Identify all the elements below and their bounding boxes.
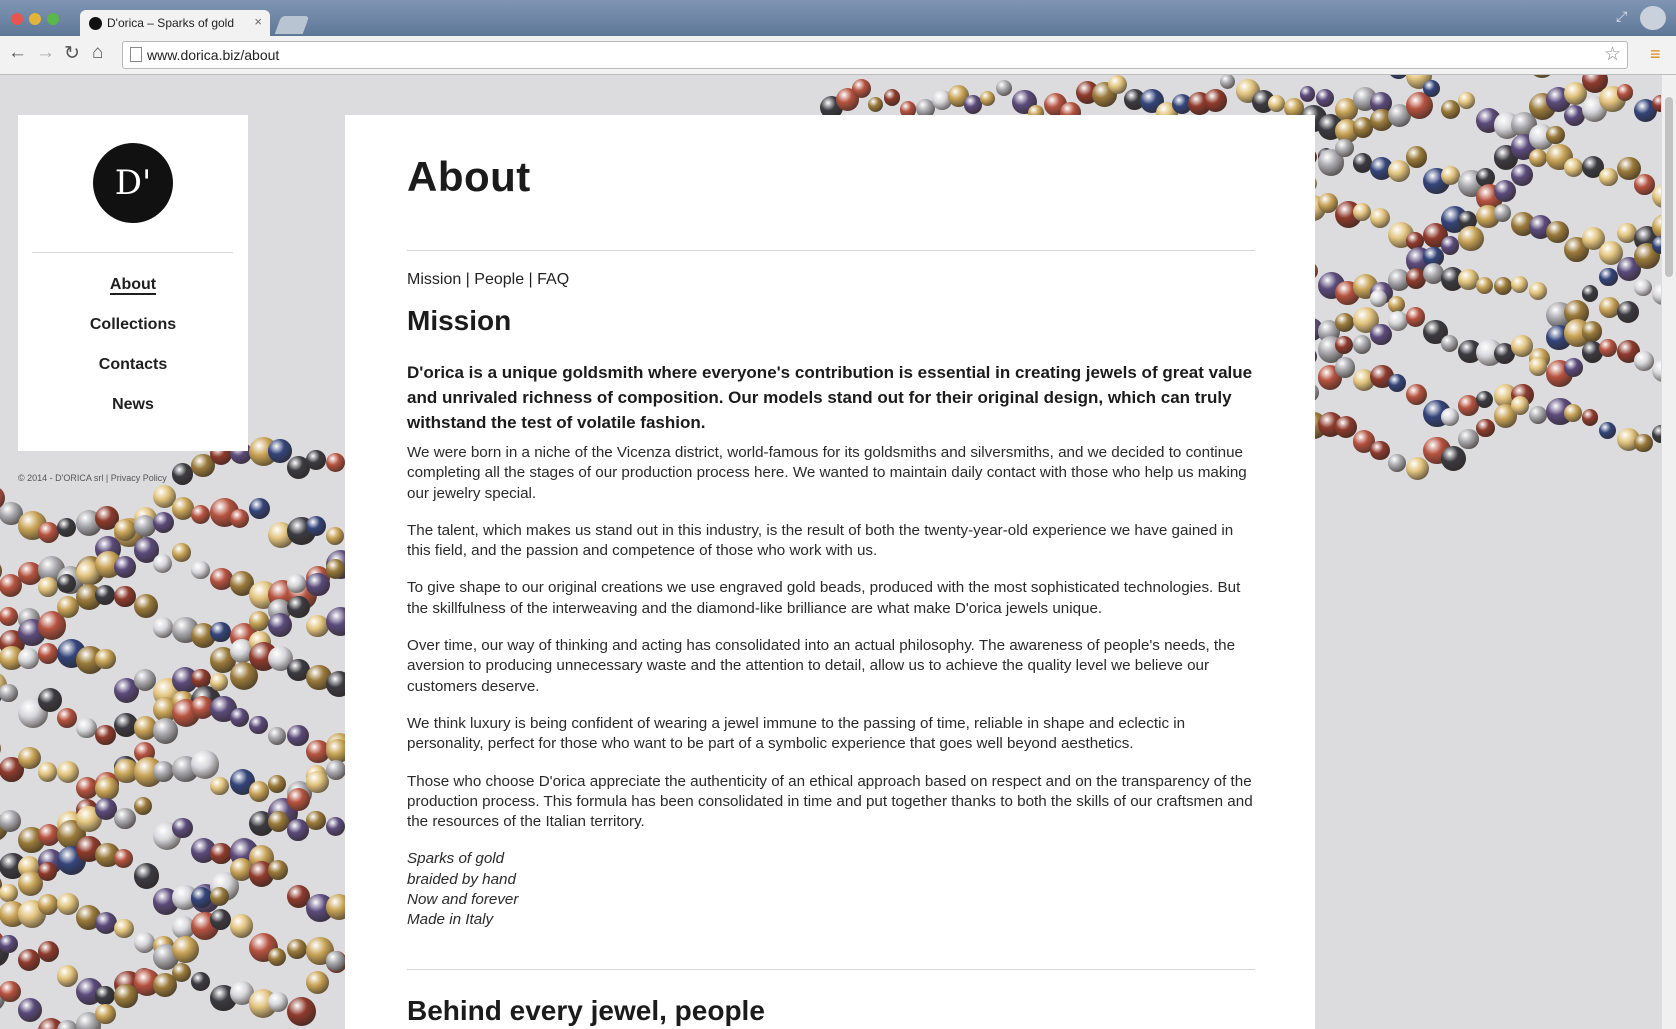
bead-decoration <box>57 518 76 537</box>
bead-decoration <box>1388 454 1406 472</box>
body-paragraph: We were born in a niche of the Vicenza district, world-famous for its goldsmiths and silversmiths, and we decided to continue completing all the stages of our production process here. We wanted to maintain daily contact with those who help us making our jewelry special. <box>407 444 1247 502</box>
web-page <box>0 75 1676 1029</box>
window-minimize-button[interactable] <box>29 13 41 25</box>
bead-decoration <box>38 688 62 712</box>
bead-decoration <box>268 811 289 832</box>
bead-decoration <box>1300 86 1315 101</box>
bead-decoration <box>1582 321 1603 342</box>
tab-favicon-icon <box>89 17 102 30</box>
poem <box>407 849 1255 930</box>
bead-decoration <box>1529 282 1547 300</box>
bead-decoration <box>287 596 310 619</box>
bead-decoration <box>249 611 269 631</box>
bead-decoration <box>0 738 1 759</box>
bead-decoration <box>134 797 152 815</box>
body-paragraph: The talent, which makes us stand out in this industry, is the result of both the twenty-year-old experience we have gained in this field, and the passion and competence of those who work with us. <box>407 521 1234 560</box>
body-paragraph: Those who choose D'orica appreciate the authenticity of an ethical approach based on respect and on the transparency of the production process. This formula has been consolidated in time and put together thanks to both the skills of our craftsmen and the resources of the Italian territory. <box>407 772 1253 831</box>
bead-decoration <box>1353 153 1373 173</box>
bead-decoration <box>1423 80 1440 97</box>
bead-decoration <box>1353 203 1371 221</box>
bead-decoration <box>268 727 286 745</box>
bead-decoration <box>1494 180 1517 203</box>
bead-decoration <box>57 574 76 593</box>
footer-separator: | <box>103 473 111 483</box>
bead-decoration <box>306 811 325 830</box>
bead-decoration <box>1511 164 1533 186</box>
poem-line: braided by hand <box>407 870 516 888</box>
bead-decoration <box>1441 236 1459 254</box>
poem-line: Made in Italy <box>407 911 494 929</box>
content-panel <box>345 115 1315 1029</box>
browser-menu-icon[interactable]: ≡ <box>1650 44 1661 64</box>
section-subnav <box>407 271 569 289</box>
bead-decoration <box>1511 276 1528 293</box>
bead-decoration <box>1582 285 1599 302</box>
bead-decoration <box>153 554 172 573</box>
bead-decoration <box>38 522 59 543</box>
bead-decoration <box>1599 268 1618 287</box>
bead-decoration <box>1529 357 1547 375</box>
bead-decoration <box>210 622 230 642</box>
bead-decoration <box>980 91 995 106</box>
bead-decoration <box>134 669 156 691</box>
bead-decoration <box>172 936 199 963</box>
bead-decoration <box>1476 277 1493 294</box>
sidebar <box>18 115 248 451</box>
subnav-separator: | <box>524 271 538 288</box>
bead-decoration <box>306 573 329 596</box>
bead-decoration <box>1388 374 1406 392</box>
bead-decoration <box>134 863 160 889</box>
bead-decoration <box>172 818 193 839</box>
nav-item-news[interactable] <box>18 393 248 433</box>
browser-titlebar <box>0 0 1676 36</box>
bead-decoration <box>230 509 250 529</box>
bead-decoration <box>76 718 97 739</box>
privacy-policy-link[interactable]: Privacy Policy <box>110 473 167 483</box>
bead-decoration <box>1406 146 1428 168</box>
url-text[interactable]: www.dorica.biz/about <box>147 47 280 63</box>
bead-decoration <box>1441 408 1459 426</box>
subnav-link-people[interactable]: People <box>474 271 525 288</box>
page-icon <box>130 47 142 62</box>
bead-decoration <box>1335 336 1353 354</box>
bead-decoration <box>1564 358 1583 377</box>
bead-decoration <box>191 750 219 778</box>
bead-decoration <box>0 684 18 703</box>
poem-line: Sparks of gold <box>407 850 505 868</box>
body-paragraph: Over time, our way of thinking and acting has consolidated into an actual philosophy. The awareness of people's needs, the aversion to producing unnecessary waste and the attention to detail, allow us to achieve the quality level we believe our customers deserve. <box>407 637 1236 695</box>
bead-decoration <box>95 986 115 1006</box>
bead-decoration <box>287 939 307 959</box>
bead-decoration <box>1268 95 1285 112</box>
bead-decoration <box>1370 324 1391 345</box>
tab-title: D'orica – Sparks of gold <box>107 16 235 30</box>
bead-decoration <box>1529 149 1547 167</box>
bead-decoration <box>1599 168 1617 186</box>
bead-decoration <box>1406 307 1426 327</box>
browser-tab[interactable] <box>80 10 270 36</box>
profile-avatar-icon[interactable] <box>1640 6 1666 30</box>
bead-decoration <box>1529 406 1547 424</box>
bead-decoration <box>268 775 286 793</box>
window-maximize-button[interactable] <box>47 13 59 25</box>
bead-decoration <box>134 594 158 618</box>
address-bar[interactable] <box>122 41 1628 69</box>
bead-decoration <box>852 79 871 98</box>
bead-decoration <box>114 556 136 578</box>
bead-decoration <box>57 708 77 728</box>
mission-body <box>407 443 1255 931</box>
bead-decoration <box>1370 208 1390 228</box>
bead-decoration <box>191 505 210 524</box>
fullscreen-icon[interactable]: ⤢ <box>1616 8 1628 24</box>
bead-decoration <box>268 860 288 880</box>
home-icon[interactable]: ⌂ <box>92 42 104 63</box>
bookmark-star-icon[interactable]: ☆ <box>1603 44 1621 65</box>
footer-note <box>18 473 167 483</box>
reload-icon[interactable]: ↻ <box>64 43 80 64</box>
bead-decoration <box>326 760 346 780</box>
bead-decoration <box>1494 204 1512 222</box>
bead-decoration <box>191 972 210 991</box>
mission-lead: D'orica is a unique goldsmith where everyone's contribution is essential in creating jewels of great value and unrivaled richness of composition. Our models stand out for their original design, which can truly withstand the test of volatile fashion. <box>407 363 1253 432</box>
bead-decoration <box>114 919 133 938</box>
bead-decoration <box>1335 357 1355 377</box>
bead-decoration <box>1511 396 1529 414</box>
bead-decoration <box>1441 166 1460 185</box>
poem-line: Now and forever <box>407 891 519 909</box>
bead-decoration <box>0 981 21 1002</box>
bead-decoration <box>1458 92 1475 109</box>
bead-decoration <box>134 932 155 953</box>
nav-item-label: About <box>109 276 157 293</box>
bead-decoration <box>1441 335 1458 352</box>
nav-item-about[interactable] <box>18 273 248 313</box>
bead-decoration <box>114 808 136 830</box>
bead-decoration <box>153 761 174 782</box>
bead-decoration <box>1582 409 1599 426</box>
bead-decoration <box>210 673 228 691</box>
bead-decoration <box>306 771 328 793</box>
bead-decoration <box>95 585 115 605</box>
bead-decoration <box>1599 422 1616 439</box>
people-heading: Behind every jewel, people <box>407 995 765 1026</box>
dorica-logo[interactable]: D' <box>93 143 173 223</box>
bead-decoration <box>287 574 305 592</box>
body-paragraph: We think luxury is being confident of wearing a jewel immune to the passing of time, reliable in shape and eclectic in personality, perfect for those who want to be part of a symbolic experience that goes well beyond aesthetics. <box>407 714 1186 753</box>
bead-decoration <box>95 649 116 670</box>
bead-decoration <box>210 909 231 930</box>
bead-decoration <box>1370 290 1387 307</box>
bead-decoration <box>0 810 21 832</box>
bead-decoration <box>249 498 270 519</box>
bead-decoration <box>1316 89 1334 107</box>
title-divider <box>407 250 1255 251</box>
bead-decoration <box>153 718 178 743</box>
sidebar-divider <box>32 252 233 253</box>
copyright-text: © 2014 - D'ORICA srl <box>18 473 104 483</box>
bead-decoration <box>1441 100 1460 119</box>
bead-decoration <box>172 543 191 562</box>
bead-decoration <box>95 1004 116 1025</box>
sidebar-nav <box>18 273 248 433</box>
scrollbar-thumb[interactable] <box>1665 97 1673 277</box>
nav-item-label: Collections <box>89 316 177 333</box>
bead-decoration <box>1353 335 1372 354</box>
bead-decoration <box>38 762 58 782</box>
nav-item-label: Contacts <box>98 356 168 373</box>
bead-decoration <box>268 948 286 966</box>
bead-decoration <box>0 607 18 626</box>
window-close-button[interactable] <box>11 13 23 25</box>
bead-decoration <box>326 453 345 472</box>
bead-decoration <box>249 716 268 735</box>
bead-decoration <box>210 777 228 795</box>
bead-decoration <box>1617 301 1639 323</box>
bead-decoration <box>114 849 133 868</box>
subnav-link-faq[interactable]: FAQ <box>537 271 570 288</box>
bead-decoration <box>249 781 269 801</box>
bead-decoration <box>1617 84 1634 101</box>
bead-decoration <box>57 965 79 987</box>
bead-decoration <box>268 992 288 1012</box>
bead-decoration <box>1204 89 1227 112</box>
browser-toolbar <box>0 36 1676 75</box>
bead-decoration <box>1599 339 1617 357</box>
mission-heading: Mission <box>407 305 512 336</box>
page-title: About <box>407 153 531 200</box>
bead-decoration <box>57 893 79 915</box>
bead-decoration <box>172 963 191 982</box>
new-tab-button[interactable] <box>275 16 310 34</box>
bead-decoration <box>1476 419 1495 438</box>
body-paragraph: To give shape to our original creations we use engraved gold beads, produced with the most sophisticated technologies. But the skillfulness of the interweaving and the diamond-like brilliance are what make D'orica jewels unique. <box>407 579 1241 617</box>
bead-decoration <box>1458 226 1483 251</box>
bead-decoration <box>18 998 42 1022</box>
bead-decoration <box>38 894 58 914</box>
bead-decoration <box>1406 457 1429 480</box>
bead-decoration <box>230 708 249 727</box>
bead-decoration <box>287 819 308 840</box>
bead-decoration <box>1564 158 1583 177</box>
bead-decoration <box>191 561 209 579</box>
bead-decoration <box>38 643 59 664</box>
bead-decoration <box>326 527 344 545</box>
bead-decoration <box>153 512 174 533</box>
bead-decoration <box>1546 126 1565 145</box>
nav-item-label: News <box>112 396 154 413</box>
bead-decoration <box>38 577 58 597</box>
bead-decoration <box>287 997 316 1026</box>
nav-item-collections[interactable] <box>18 313 248 353</box>
bead-decoration <box>1529 75 1555 78</box>
subnav-separator: | <box>461 271 475 288</box>
bead-decoration <box>268 613 292 637</box>
bead-decoration <box>1546 221 1568 243</box>
bead-decoration <box>18 747 40 769</box>
bead-decoration <box>172 463 193 484</box>
back-arrow-icon[interactable]: ← <box>8 42 27 63</box>
bead-decoration <box>1220 75 1235 89</box>
section-divider <box>407 969 1255 970</box>
bead-decoration <box>306 450 326 470</box>
bead-decoration <box>326 951 346 971</box>
nav-item-contacts[interactable] <box>18 353 248 393</box>
bead-decoration <box>210 887 229 906</box>
bead-decoration <box>868 97 883 112</box>
bead-decoration <box>287 725 309 747</box>
bead-decoration <box>884 89 900 105</box>
bead-decoration <box>191 669 211 689</box>
bead-decoration <box>306 971 329 994</box>
bead-decoration <box>1388 160 1410 182</box>
bead-decoration <box>114 519 136 541</box>
bead-decoration <box>114 586 136 608</box>
bead-decoration <box>1634 434 1652 452</box>
bead-decoration <box>1108 75 1127 94</box>
bead-decoration <box>18 648 39 669</box>
bead-decoration <box>326 817 346 837</box>
subnav-link-mission[interactable]: Mission <box>407 271 462 288</box>
bead-decoration <box>1370 441 1389 460</box>
bead-decoration <box>230 914 254 938</box>
bead-decoration <box>326 559 345 578</box>
page-scrollbar[interactable] <box>1661 75 1676 1029</box>
bead-decoration <box>306 516 326 536</box>
bead-decoration <box>1406 384 1427 405</box>
bead-decoration <box>0 935 18 953</box>
bead-decoration <box>1494 277 1512 295</box>
tab-close-icon[interactable]: × <box>254 14 262 29</box>
bead-decoration <box>1335 313 1354 332</box>
bead-decoration <box>0 884 18 903</box>
bead-decoration <box>210 843 232 865</box>
bead-decoration <box>57 761 79 783</box>
bead-decoration <box>57 1020 78 1029</box>
forward-arrow-icon[interactable]: → <box>36 42 55 63</box>
bead-decoration <box>1564 404 1582 422</box>
bead-decoration <box>191 887 212 908</box>
bead-decoration <box>95 777 118 800</box>
bead-decoration <box>1476 391 1493 408</box>
bead-decoration <box>287 788 310 811</box>
bead-decoration <box>38 941 60 963</box>
bead-decoration <box>153 617 173 637</box>
bead-decoration <box>268 439 292 463</box>
bead-decoration <box>95 725 116 746</box>
bead-decoration <box>38 862 57 881</box>
bead-decoration <box>1634 351 1653 370</box>
bead-decoration <box>996 80 1012 96</box>
bead-decoration <box>1335 139 1354 158</box>
bead-decoration <box>1441 446 1466 471</box>
bead-decoration <box>1634 279 1651 296</box>
